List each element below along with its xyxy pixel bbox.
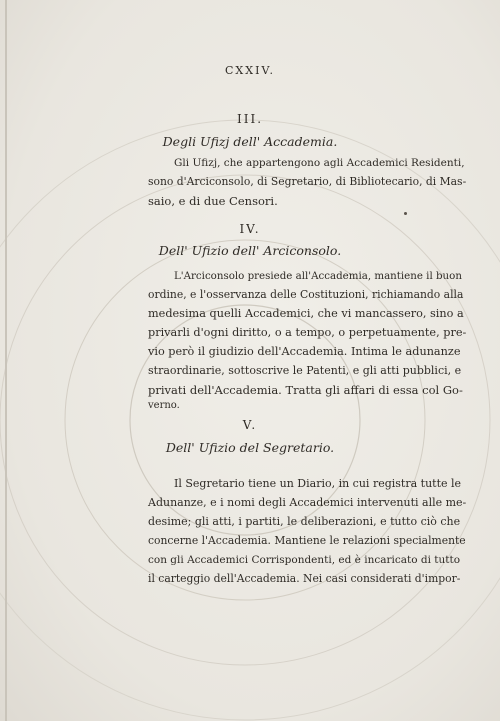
text-line: medesima quelli Accademici, che vi mancassero, sino a	[148, 307, 464, 320]
text-line: privarli d'ogni diritto, o a tempo, o perpetuamente, pre-	[148, 326, 467, 339]
section-title: Dell' Ufizio dell' Arciconsolo.	[158, 243, 342, 258]
text-line: desime; gli atti, i partiti, le deliberazioni, e tutto ciò che	[148, 515, 461, 528]
text-line: concerne l'Accademia. Mantiene le relazioni specialmente	[148, 534, 466, 547]
text-line: L'Arciconsolo presiede all'Accademia, mantiene il buon	[174, 270, 462, 282]
text-line: ordine, e l'osservanza delle Costituzioni, richiamando alla	[148, 288, 464, 301]
text-line: con gli Accademici Corrispondenti, ed è incaricato di tutto	[148, 554, 461, 566]
section-numeral: IV.	[239, 222, 261, 236]
text-line: Il Segretario tiene un Diario, in cui registra tutte le	[174, 477, 462, 490]
section-title: Dell' Ufizio del Segretario.	[165, 440, 335, 455]
text-line: saio, e di due Censori.	[148, 194, 278, 208]
text-line: straordinarie, sottoscrive le Patenti, e gli atti pubblici, e	[148, 364, 462, 377]
page-number: CXXIV.	[225, 64, 275, 77]
text-line: Adunanze, e i nomi degli Accademici intervenuti alle me-	[148, 496, 467, 509]
text-line: vio però il giudizio dell'Accademia. Intima le adunanze	[148, 345, 461, 358]
text-line: Gli Ufizj, che appartengono agli Accademici Residenti,	[174, 157, 465, 169]
text-line: sono d'Arciconsolo, di Segretario, di Bibliotecario, di Mas-	[148, 175, 467, 188]
section-numeral: V.	[242, 418, 258, 432]
text-line: il carteggio dell'Accademia. Nei casi considerati d'impor-	[148, 572, 461, 585]
text-line: privati dell'Accademia. Tratta gli affari di essa col Go-	[148, 383, 463, 397]
section-numeral: III.	[236, 112, 264, 126]
section-title: Degli Ufizj dell' Accademia.	[162, 134, 338, 149]
text-line: verno.	[148, 400, 180, 411]
